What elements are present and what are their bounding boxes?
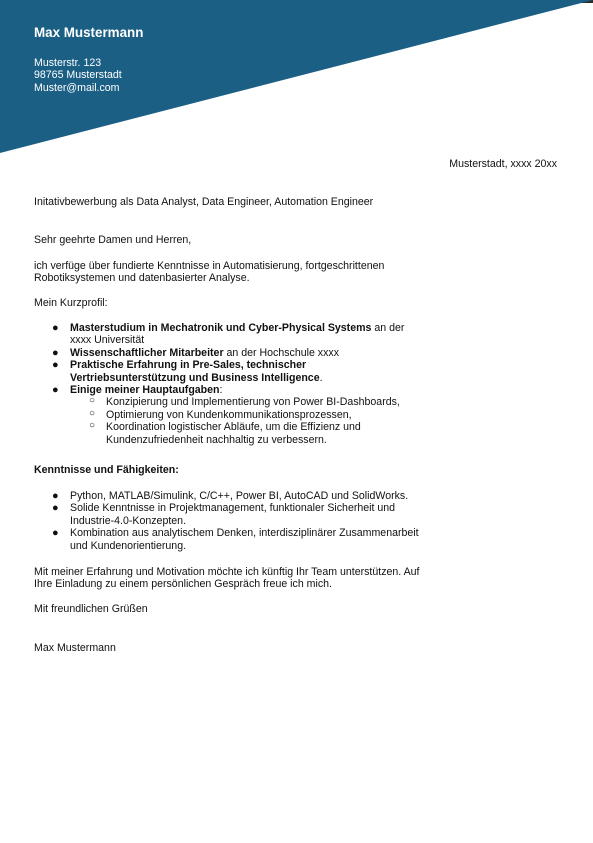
- bullet-icon: ●: [52, 346, 59, 359]
- profile-item-bold: Einige meiner Hauptaufgaben: [70, 384, 220, 397]
- list-item: [0, 359, 404, 384]
- tasks-list: [70, 396, 404, 446]
- skill-text: Solide Kenntnisse in Projektmanagement, funktionaler Sicherheit und: [70, 502, 396, 515]
- closing-line: Ihre Einladung zu einem persönlichen Gespräch freue ich mich.: [34, 578, 332, 591]
- profile-item-text: xxxx Universität: [70, 334, 145, 347]
- closing-greeting: Mit freundlichen Grüßen: [34, 603, 148, 615]
- task-text: Konzipierung und Implementierung von Power BI-Dashboards,: [106, 396, 400, 409]
- profile-item-bold: Masterstudium in Mechatronik und Cyber-Physical Systems: [70, 322, 372, 334]
- profile-item-text: an der: [371, 322, 405, 334]
- profile-item-text: .: [319, 371, 323, 384]
- circle-bullet-icon: ○: [89, 395, 96, 407]
- list-item: [0, 502, 419, 527]
- profile-item-text: :: [219, 384, 223, 397]
- list-item: [0, 322, 404, 347]
- task-text: Optimierung von Kundenkommunikationsprozessen,: [106, 408, 352, 421]
- sender-email: Muster@mail.com: [34, 81, 120, 94]
- circle-bullet-icon: ○: [89, 407, 96, 419]
- closing-line: Mit meiner Erfahrung und Motivation möchte ich künftig Ihr Team unterstützen. Auf: [34, 566, 420, 578]
- profile-item-bold: Praktische Erfahrung in Pre-Sales, technischer: [70, 359, 307, 372]
- salutation: Sehr geehrte Damen und Herren,: [34, 234, 192, 246]
- skill-text: Python, MATLAB/Simulink, C/C++, Power BI, AutoCAD und SolidWorks.: [70, 490, 409, 502]
- sender-address: [34, 57, 122, 94]
- bullet-icon: ●: [52, 322, 59, 334]
- sender-name: Max Mustermann: [34, 25, 144, 40]
- intro-line: Robotiksystemen und datenbasierter Analyse.: [34, 272, 250, 285]
- profile-item-bold: Vertriebsunterstützung und Business Intelligence: [70, 371, 320, 384]
- profile-list: [0, 322, 404, 446]
- task-text: Kundenzufriedenheit nachhaltig zu verbessern.: [106, 433, 327, 446]
- sender-city: 98765 Musterstadt: [34, 69, 122, 82]
- list-item: [0, 347, 404, 359]
- skill-text: Kombination aus analytischem Denken, interdisziplinärer Zusammenarbeit: [70, 527, 419, 540]
- skills-list: [0, 490, 419, 552]
- bullet-icon: ●: [52, 527, 59, 540]
- skills-heading: Kenntnisse und Fähigkeiten:: [34, 464, 179, 476]
- bullet-icon: ●: [52, 384, 59, 397]
- letter-date: Musterstadt, xxxx 20xx: [449, 158, 557, 170]
- skill-text: und Kundenorientierung.: [70, 539, 187, 552]
- intro-paragraph: [34, 260, 384, 285]
- circle-bullet-icon: ○: [89, 420, 96, 432]
- profile-item-bold: Wissenschaftlicher Mitarbeiter: [70, 346, 224, 359]
- intro-line: ich verfüge über fundierte Kenntnisse in Automatisierung, fortgeschrittenen: [34, 260, 385, 272]
- profile-item-text: an der Hochschule xxxx: [223, 346, 339, 359]
- list-item: [0, 527, 419, 552]
- signature-name: Max Mustermann: [34, 642, 116, 654]
- task-text: Koordination logistischer Abläufe, um die Effizienz und: [106, 421, 361, 434]
- list-item: [70, 421, 404, 446]
- letter-subject: Initativbewerbung als Data Analyst, Data Engineer, Automation Engineer: [34, 196, 374, 208]
- list-item: [70, 409, 404, 421]
- closing-paragraph: [34, 566, 420, 591]
- list-item: [0, 384, 404, 446]
- sender-street: Musterstr. 123: [34, 57, 102, 69]
- skill-text: Industrie-4.0-Konzepten.: [70, 514, 187, 527]
- bullet-icon: ●: [52, 490, 59, 502]
- list-item: [70, 396, 404, 408]
- bullet-icon: ●: [52, 502, 59, 515]
- list-item: [0, 490, 419, 502]
- profile-label: Mein Kurzprofil:: [34, 297, 108, 309]
- bullet-icon: ●: [52, 359, 59, 372]
